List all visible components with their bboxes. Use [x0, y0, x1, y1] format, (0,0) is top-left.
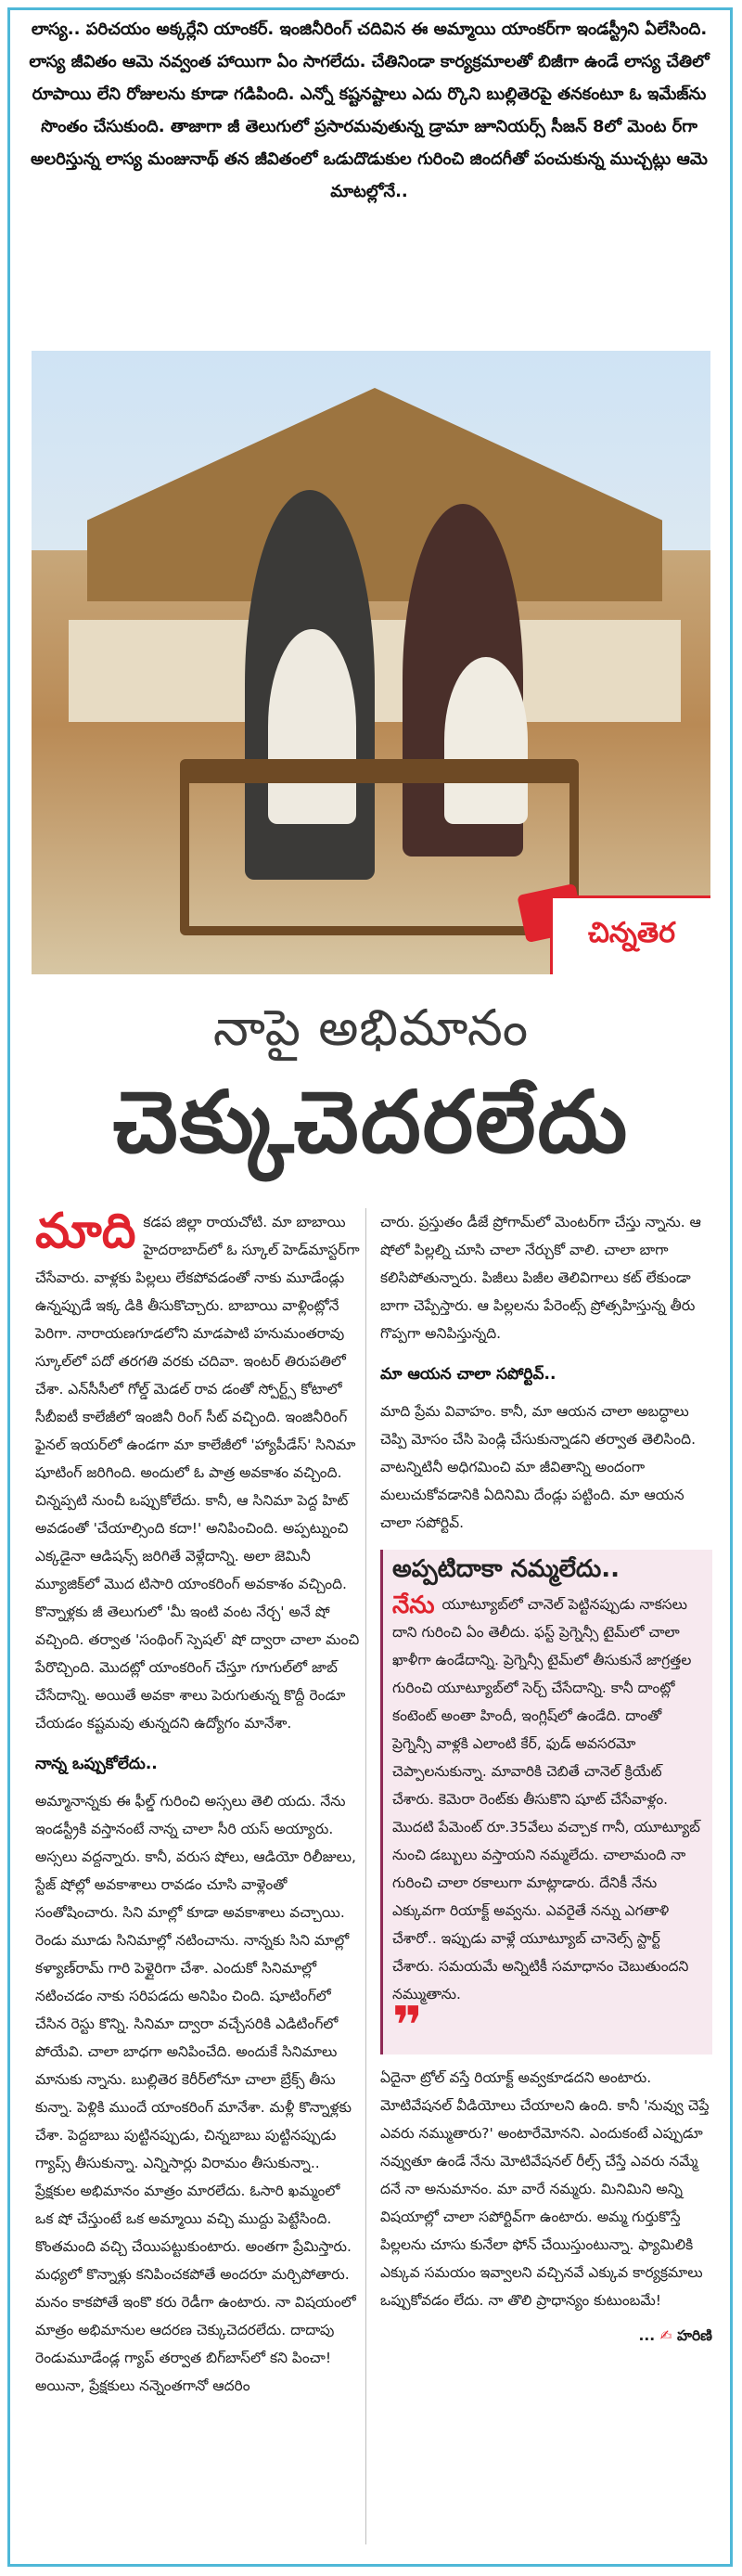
left-para-1-text: కడప జిల్లా రాయచోటి. మా బాబాయి హైదరాబాద్‌లో ఓ స్కూల్ హెడ్‌మాస్టర్‌గా చేసేవారు. వాళ్లకు పిల్లలు లేకపోవడంతో నాకు మూడేండ్లు ఉన్నప్పుడే ఇక్క డికి తీసుకొచ్చారు. బాబాయి వాళ్లింట్లోనే పెరిగా. నారాయణగూడలోని మాడపాటి హనుమంతరావు స్కూల్‌లో పదో తరగతి వరకు చదివా. ఇంటర్ తిరుపతిలో చేశా. ఎన్‌సీసీలో గోల్డ్ మెడల్ రావ డంతో స్పోర్ట్స్ కోటాలో సీబీఐటీ కాలేజీలో ఇంజినీ రింగ్ సీట్ వచ్చింది. ఇంజినీరింగ్ ఫైనల్ ఇయర్‌లో ఉండగా మా కాలేజీలో 'హ్యాపీడేస్' సినిమా షూటింగ్ జరిగింది. అందులో ఓ పాత్ర అవకాశం వచ్చింది. చిన్నప్పటి నుంచీ ఒప్పుకోలేదు. కానీ, ఆ సినిమా పెద్ద హిట్ అవడంతో 'చేయాల్సింది కదా!' అనిపించింది. అప్పట్నుంచి ఎక్కడైనా ఆడిషన్స్ జరిగితే వెళ్లేదాన్ని. అలా జెమినీ మ్యూజిక్‌లో మొద టిసారి యాంకరింగ్ అవకాశం వచ్చింది. కొన్నాళ్లకు జీ తెలుగులో 'మీ ఇంటి వంట నేర్చ' అనే షో వచ్చింది. తర్వాత 'సంథింగ్ స్పెషల్' షో ద్వారా చాలా మంచి పేరొచ్చింది. మొదట్లో యాంకరింగ్ చేస్తూ గూగుల్‌లో జాబ్ చేసేదాన్ని. అయితే అవకా శాలు పెరుగుతున్న కొద్దీ రెండూ చేయడం కష్టమవు తున్నదని ఉద్యోగం మానేశా. — [35, 1214, 360, 1732]
right-column — [380, 1208, 712, 2350]
box-text-body: యూట్యూబ్‌లో చానెల్ పెట్టినప్పుడు నాకసలు దాని గురించి ఏం తెలీదు. ఫస్ట్ ప్రెగ్నెన్సీ టైమ్‌లో చాలా ఖాళీగా ఉండేదాన్ని. ప్రెగ్నెన్సీ టైమ్‌లో తీసుకునే జాగ్రత్తల గురించి యూట్యూబ్‌లో సెర్చ్ చేసేదాన్ని. కానీ దాంట్లో కంటెంట్ అంతా హిందీ, ఇంగ్లిష్‌లో ఉండేది. దాంతో ప్రెగ్నెన్సీ వాళ్లకి ఎలాంటి కేర్, ఫుడ్ అవసరమో చెప్పాలనుకున్నా. మావారికి చెబితే చానెల్ క్రియేట్ చేశారు. కెమెరా రెంట్‌కు తీసుకొని షూట్ చేసేవాళ్లం. మొదటి పేమెంట్ రూ.35వేలు వచ్చాక గానీ, యూట్యూబ్ నుంచి డబ్బులు వస్తాయని నమ్మలేదు. చాలామంది నా గురించి చాలా రకాలుగా మాట్లాడారు. దేనికీ నేను ఎక్కువగా రియాక్ట్ అవ్వను. ఎవరైతే నన్ను ఎగతాళి చేశారో.. ఇప్పుడు వాళ్లే యూట్యూబ్ చానెల్స్ స్టార్ట్ చేశారు. సమయమే అన్నిటికీ సమాధానం చెబుతుందని నమ్ముతాను. — [392, 1596, 700, 2003]
left-para-2: అమ్మానాన్నకు ఈ ఫీల్డ్ గురించి అస్సలు తెలి యదు. నేను ఇండస్ట్రీకి వస్తానంటే నాన్న చాలా సీరి యస్ అయ్యారు. అస్సలు వద్దన్నారు. కానీ, వరుస షోలు, ఆడియో రిలీజులు, స్టేజ్ షోల్లో అవకాశాలు రావడం చూసి వాళ్లెంతో సంతోషించారు. సిని మాల్లో కూడా అవకాశాలు వచ్చాయి. రెండు మూడు సినిమాల్లో నటించాను. నాన్నకు సిని మాల్లో కళ్యాణ్‌రామ్ గారి పెళ్లైరిగా చేశా. ఎందుకో సినిమాల్లో నటించడం నాకు సరిపడదు అనిపిం చింది. షూటింగ్‌లో చేసిన రెస్టు కొన్ని. సినిమా ద్వారా వచ్చేసరికి ఎడిటింగ్‌లో పోయేవి. చాలా బాధగా అనిపించేది. అందుకే సినిమాలు మానుకు న్నాను. బుల్లితెర కెరీర్‌లోనూ చాలా బ్రేక్స్ తీసు కున్నా. పెళ్లికి ముందే యాంకరింగ్ మానేశా. మళ్లీ కొన్నాళ్లకు చేశా. పెద్దబాబు పుట్టినప్పుడు, చిన్నబాబు పుట్టినప్పుడు గ్యాప్స్ తీసుకున్నా. ఎన్నిసార్లు విరామం తీసుకున్నా.. ప్రేక్షకుల అభిమానం మాత్రం మారలేదు. ఓసారి ఖమ్మంలో ఒక షో చేస్తుంటే ఒక అమ్మాయి వచ్చి ముద్దు పెట్టేసింది. కొంతమంది వచ్చి చేయిపట్టుకుంటారు. అంతగా ప్రేమిస్తారు. మధ్యలో కొన్నాళ్లు కనిపించకపోతే అందరూ మర్చిపోతారు. మనం కాకపోతే ఇంకొ కరు రెడీగా ఉంటారు. నా విషయంలో మాత్రం అభిమానుల ఆదరణ చెక్కుచెదరలేదు. దాదాపు రెండుమూడేండ్ల గ్యాప్ తర్వాత బిగ్‌బాస్‌లో కని పించా! అయినా, ప్రేక్షకులు నన్నెంతగానో ఆదరిం — [35, 1793, 356, 2394]
dropcap: మాది — [35, 1204, 136, 1259]
hut-roof — [87, 388, 662, 601]
family-photo — [32, 351, 710, 974]
right-para-2: మాది ప్రేమ వివాహం. కానీ, మా ఆయన చాలా అబద్ధాలు చెప్పి మోసం చేసి పెండ్లి చేసుకున్నాడని తర్వాత తెలిసింది. వాటన్నిటినీ అధిగమించి మా జీవితాన్ని అందంగా మలుచుకోవడానికి ఏదినిమి దేండ్లు పట్టింది. మా ఆయన చాలా సపోర్టివ్. — [380, 1403, 696, 1531]
section-badge: చిన్నతెర — [550, 895, 710, 974]
box-text — [392, 1591, 703, 2008]
sidebar-box — [380, 1550, 712, 2054]
headline-line-1: నాపై అభిమానం — [212, 998, 530, 1057]
box-lead: నేను — [392, 1591, 435, 1619]
column-divider — [365, 1208, 366, 2544]
hut-floor — [69, 620, 681, 722]
subheading-husband: మా ఆయన చాలా సపోర్టివ్.. — [380, 1365, 556, 1384]
pen-icon: ✍ — [659, 2327, 672, 2344]
right-para-1: చారు. ప్రస్తుతం డీజే ప్రోగామ్‌లో మెంటర్‌గా చేస్తు న్నాను. ఆ షోలో పిల్లల్ని చూసి చాలా నేర్చుకో వాలి. చాలా బాగా కలిసిపోతున్నారు. పిజీలు పిజీల తెలివిగాలు కట్ లేకుండా బాగా చెప్పేస్తారు. ఆ పిల్లలను పేరెంట్స్ ప్రోత్సహిస్తున్న తీరు గొప్పగా అనిపిస్తున్నది. — [380, 1214, 701, 1342]
ellipsis: ... — [638, 2327, 660, 2344]
subheading-father: నాన్న ఒప్పుకోలేదు.. — [35, 1755, 158, 1773]
box-title: అప్పటిదాకా నమ్మలేదు.. — [392, 1555, 620, 1583]
right-para-3: ఏదైనా ట్రోల్ వస్తే రియాక్ట్ అవ్వకూడదని అంటారు. మోటివేషనల్ వీడియోలు చేయాలని ఉంది. కానీ 'నువ్వు చెప్తే ఎవరు నమ్ముతారు?' అంటారేమోనని. ఎందుకంటే ఎప్పుడూ నవ్వుతూ ఉండే నేను మోటివేషనల్ రీల్స్ చేస్తే ఎవరు నమ్మే దనే నా అనుమానం. మా వారే నమ్మరు. మినిమిని అన్ని విషయాల్లో చాలా సపోర్టివ్‌గా ఉంటారు. అమ్మ గుర్తుకొస్తే పిల్లలను చూసు కునేలా ఫోన్ చేయిస్తుంటున్నా. ఫ్యామిలికి ఎక్కువ సమయం ఇవ్వాలని వచ్చినవే ఎక్కువ కార్యక్రమాలు ఒప్పుకోవడం లేదు. నా తొలి ప్రాధాన్యం కుటుంబమే! — [380, 2069, 710, 2309]
headline-line-2: చెక్కుచెదరలేదు — [112, 1073, 630, 1172]
author-name: హరిణి — [676, 2327, 712, 2344]
left-para-1 — [35, 1204, 360, 1737]
byline — [380, 2322, 712, 2350]
left-column — [35, 1204, 360, 2400]
intro-paragraph: లాస్య.. పరిచయం అక్కర్లేని యాంకర్. ఇంజినీరింగ్ చదివిన ఈ అమ్మాయి యాంకర్‌గా ఇండస్ట్రీని ఏలేసింది. లాస్య జీవితం ఆమె నవ్వంత హాయిగా ఏం సాగలేదు. చేతినిండా కార్యక్రమాలతో బిజీగా ఉండే లాస్య చేతిలో రూపాయి లేని రోజులను కూడా గడిపింది. ఎన్నో కష్టనష్టాలు ఎదు ర్కొని బుల్లితెరపై తనకంటూ ఓ ఇమేజ్‌ను సొంతం చేసుకుంది. తాజాగా జీ తెలుగులో ప్రసారమవుతున్న డ్రామా జూనియర్స్ సీజన్ 8లో మెంట ర్‌గా అలరిస్తున్న లాస్య మంజునాథ్ తన జీవితంలో ఒడుదొడుకుల గురించి జిందగీతో పంచుకున్న ముచ్చట్లు ఆమె మాటల్లోనే.. — [29, 19, 710, 201]
quote-icon: ❞ — [392, 1996, 423, 2056]
